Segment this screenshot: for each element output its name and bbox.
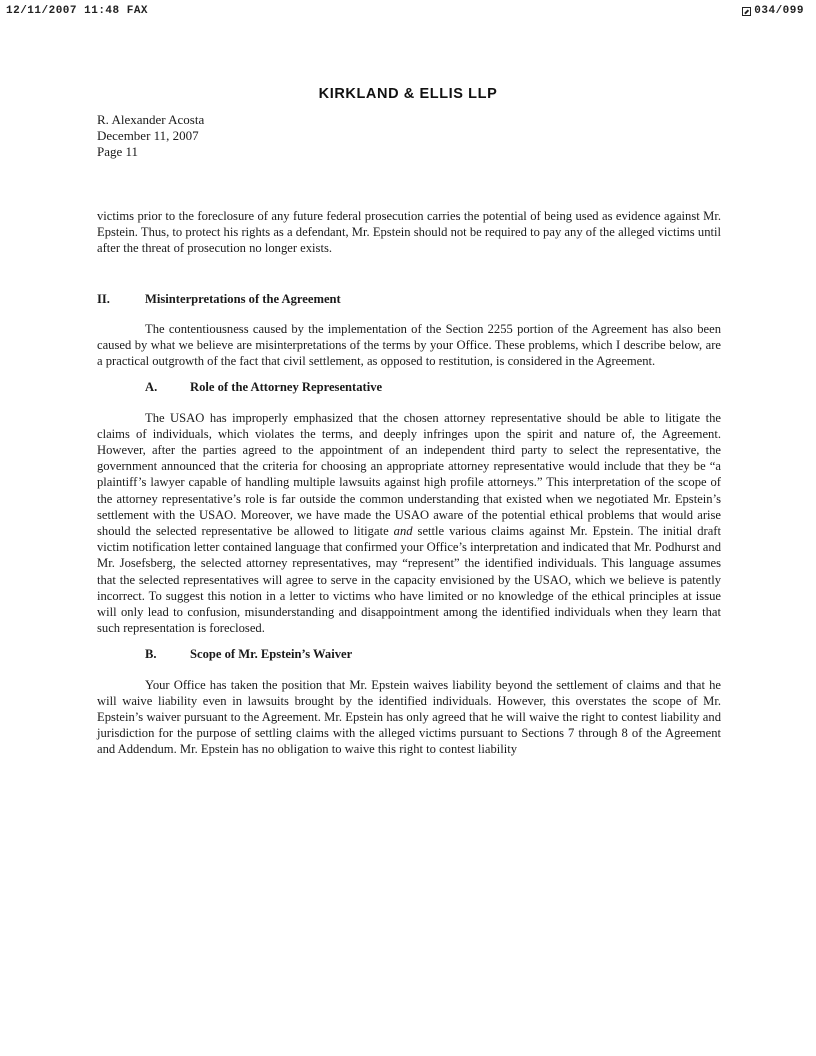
intro-paragraph: victims prior to the foreclosure of any future federal prosecution carries the potential of being used as evidence against Mr. Epstein. Thus, to protect his rights as a defendant, Mr. Epstein should not be required to pay any of the alleged victims until after the threat of prosecution no longer exists.	[97, 209, 721, 256]
fax-checkbox-icon	[742, 7, 751, 16]
subsection-b-paragraph: Your Office has taken the position that Mr. Epstein waives liability beyond the settlement of claims and that he will waive liability even in lawsuits brought by the identified individuals. However, this overstates the scope of Mr. Epstein’s waiver pursuant to the Agreement. Mr. Epstein has only agreed that he will waive the right to contest liability and jurisdiction for the purpose of settling claims with the alleged victims pursuant to Sections 7 through 8 of the Agreement and Addendum. Mr. Epstein has no obligation to waive this right to contest liability	[97, 677, 721, 757]
section-title: Misinterpretations of the Agreement	[145, 291, 341, 306]
subsection-a-title: Role of the Attorney Representative	[190, 380, 383, 395]
subsection-a-letter: A.	[145, 380, 158, 395]
section-heading	[97, 291, 721, 307]
section-number: II.	[97, 291, 110, 306]
fax-header-page-counter	[742, 5, 804, 17]
subsection-a-heading	[97, 379, 721, 395]
subsection-b-letter: B.	[145, 647, 157, 662]
page-number: Page 11	[97, 144, 139, 159]
recipient-name: R. Alexander Acosta	[97, 112, 205, 127]
fax-header-datetime: 12/11/2007 11:48 FAX	[6, 5, 149, 17]
subsection-b-heading	[97, 646, 721, 662]
subsection-a-paragraph	[97, 410, 721, 637]
letter-date: December 11, 2007	[97, 128, 199, 143]
letterhead-firm-name: KIRKLAND & ELLIS LLP	[318, 86, 498, 102]
subsection-a-emphasis: and	[393, 524, 413, 539]
subsection-a-text-2: settle various claims against Mr. Epstein. The initial draft victim notification letter contained language that confirmed your Office’s interpretation and indicated that Mr. Podhurst and Mr. Josefsberg, the selected attorney representatives, may “represent” the identified individuals. This language assumes that the selected representatives will agree to serve in the capacity envisioned by the USAO, which we believe is patently incorrect. To suggest this notion in a letter to victims who have limited or no knowledge of the ethical principles at issue will only lead to confusion, misunderstanding and disappointment among the identified individuals when they learn that such representation is foreclosed.	[97, 524, 721, 636]
fax-page-counter-text: 034/099	[754, 5, 804, 17]
letter-body	[97, 208, 721, 758]
address-block	[97, 112, 204, 160]
subsection-a-text-1: The USAO has improperly emphasized that the chosen attorney representative should be able to litigate the claims of individuals, which violates the terms, and deeply infringes upon the spirit and nature of, the Agreement. However, after the parties agreed to the appointment of an independent third party to select the representative, the government announced that the criteria for choosing an appropriate attorney representative would include that they be “a plaintiff’s lawyer capable of handling multiple lawsuits against high profile attorneys.” This interpretation of the scope of the attorney representative’s role is far outside the common understanding that existed when we negotiated Mr. Epstein’s settlement with the USAO. Moreover, we have made the USAO aware of the potential ethical problems that would arise should the selected representative be allowed to litigate	[97, 410, 721, 539]
subsection-b-title: Scope of Mr. Epstein’s Waiver	[190, 647, 353, 662]
section-paragraph: The contentiousness caused by the implementation of the Section 2255 portion of the Agreement has also been caused by what we believe are misinterpretations of the terms by your Office. These problems, which I describe below, are a practical outgrowth of the fact that civil settlement, as opposed to restitution, is considered in the Agreement.	[97, 321, 721, 369]
